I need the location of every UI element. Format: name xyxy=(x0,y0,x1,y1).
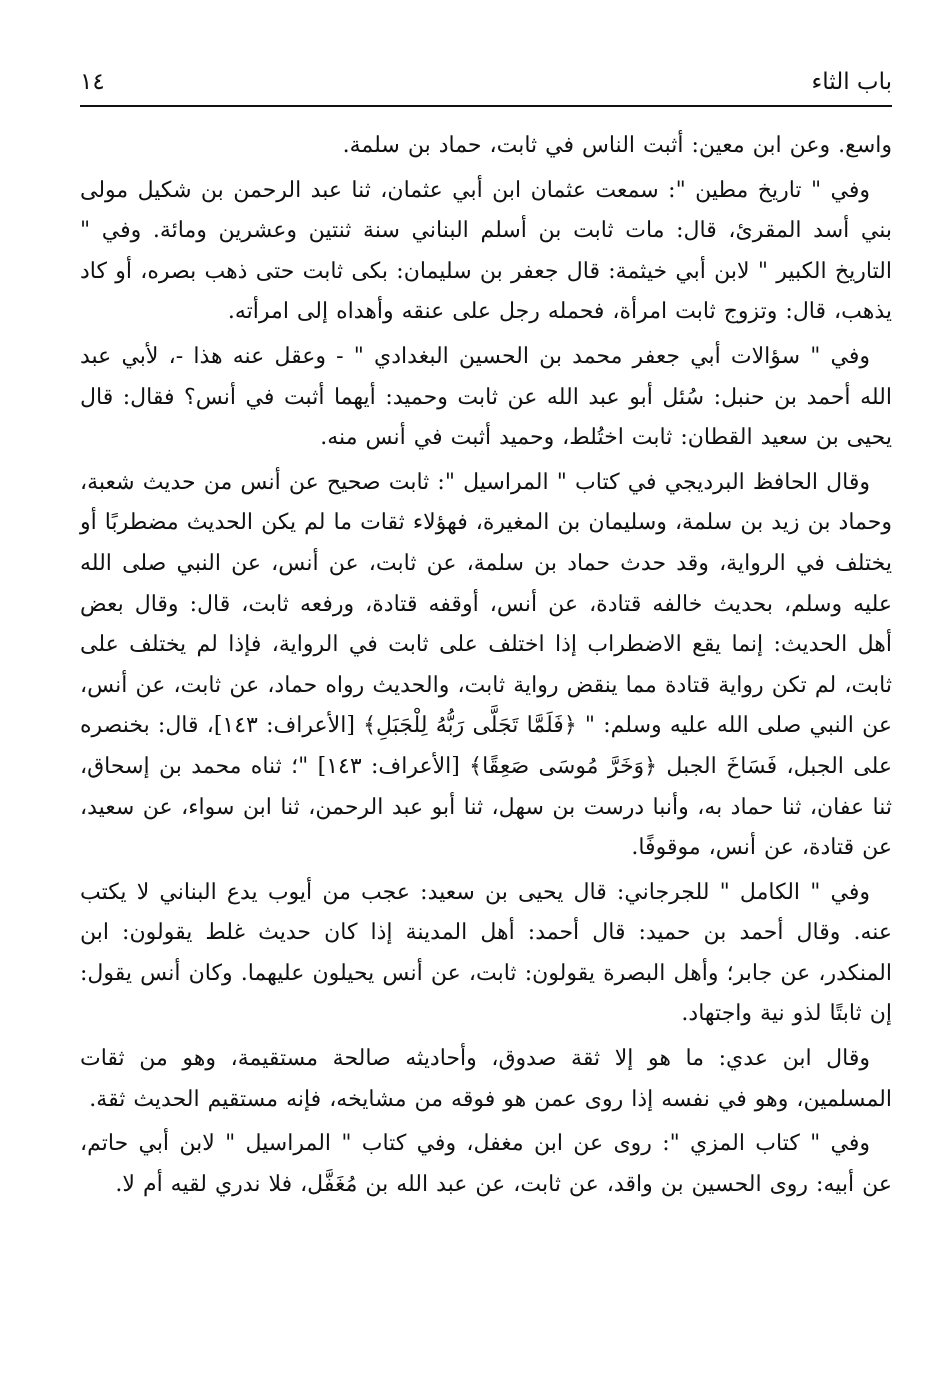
paragraph-2: وفي " تاريخ مطين ": سمعت عثمان ابن أبي عثمان، ثنا عبد الرحمن بن شكيل مولى بني أسد المقرئ، قال: مات ثابت بن أسلم البناني سنة ثنتين وعشرين ومائة. وفي " التاريخ الكبير " لابن أبي خيثمة: قال جعفر بن سليمان: بكى ثابت حتى ذهب بصره، أو كاد يذهب، قال: وتزوج ثابت امرأة، فحمله رجل على عنقه وأهداه إلى امرأته. xyxy=(80,177,892,325)
running-header xyxy=(80,62,892,102)
header-divider xyxy=(80,105,892,107)
paragraph-5: وفي " الكامل " للجرجاني: قال يحيى بن سعيد: عجب من أيوب يدع البناني لا يكتب عنه. وقال أحمد بن حميد: قال أحمد: أهل المدينة إذا كان حديث غلط يقولون: ابن المنكدر، عن جابر؛ وأهل البصرة يقولون: ثابت، عن أنس يحيلون عليهما. وكان أنس يقول: إن ثابتًا لذو نية واجتهاد. xyxy=(80,879,892,1027)
paragraph-6: وقال ابن عدي: ما هو إلا ثقة صدوق، وأحاديثه صالحة مستقيمة، وهو من ثقات المسلمين، وهو في نفسه إذا روى عمن هو فوقه من مشايخه، فإنه مستقيم الحديث ثقة. xyxy=(80,1046,892,1112)
book-page xyxy=(80,0,892,1379)
page-number: ١٤ xyxy=(80,69,105,95)
paragraph-3: وفي " سؤالات أبي جعفر محمد بن الحسين البغدادي " - وعقل عنه هذا -، لأبي عبد الله أحمد بن حنبل: سُئل أبو عبد الله عن ثابت وحميد: أيهما أثبت في أنس؟ فقال: قال يحيى بن سعيد القطان: ثابت اختُلط، وحميد أثبت في أنس منه. xyxy=(80,343,892,451)
chapter-title: باب الثاء xyxy=(811,69,892,95)
paragraph-4: وقال الحافظ البرديجي في كتاب " المراسيل ": ثابت صحيح عن أنس من حديث شعبة، وحماد بن زيد بن سلمة، وسليمان بن المغيرة، فهؤلاء ثقات ما لم يكن الحديث مضطربًا أو يختلف في الرواية، وقد حدث حماد بن سلمة، عن ثابت، عن أنس، عن النبي صلى الله عليه وسلم، بحديث خالفه قتادة، عن أنس، أوقفه قتادة، ورفعه ثابت، قال: وقال بعض أهل الحديث: إنما يقع الاضطراب إذا اختلف على ثابت في الرواية، فإذا لم يختلف على ثابت، لم تكن رواية قتادة مما ينقض رواية ثابت، والحديث رواه حماد، عن ثابت، عن أنس، عن النبي صلى الله عليه وسلم: " ﴿فَلَمَّا تَجَلَّى رَبُّهُ لِلْجَبَلِ﴾ [الأعراف: ١٤٣]، قال: بخنصره على الجبل، فَسَاخَ الجبل ﴿وَخَرَّ مُوسَى صَعِقًا﴾ [الأعراف: ١٤٣] "؛ ثناه محمد بن إسحاق، ثنا عفان، ثنا حماد به، وأنبا درست بن سهل، ثنا أبو عبد الرحمن، ثنا ابن سواء، عن سعيد، عن قتادة، عن أنس، موقوفًا. xyxy=(80,469,892,861)
page-body xyxy=(80,126,892,1209)
paragraph-7: وفي " كتاب المزي ": روى عن ابن مغفل، وفي كتاب " المراسيل " لابن أبي حاتم، عن أبيه: روى الحسين بن واقد، عن ثابت، عن عبد الله بن مُغَفَّل، فلا ندري لقيه أم لا. xyxy=(80,1131,892,1197)
paragraph-1: واسع. وعن ابن معين: أثبت الناس في ثابت، حماد بن سلمة. xyxy=(342,133,892,158)
